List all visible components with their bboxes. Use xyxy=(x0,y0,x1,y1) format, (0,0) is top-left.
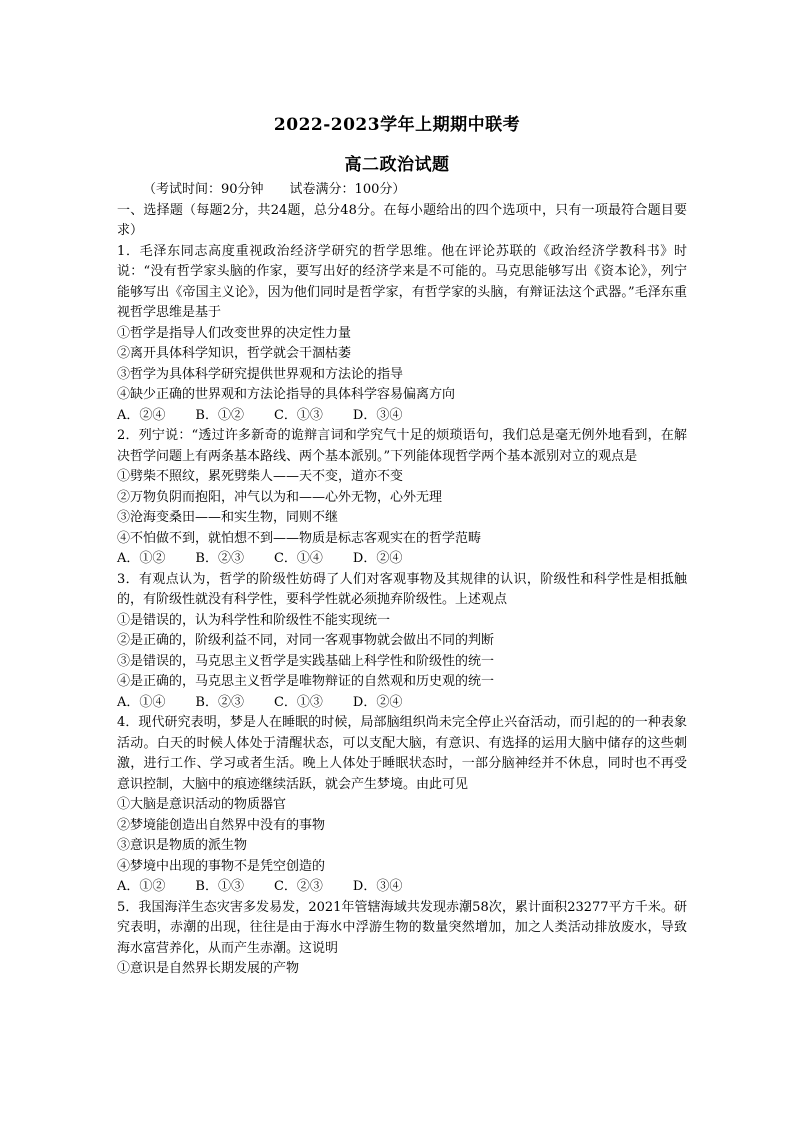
answer-options xyxy=(117,693,687,714)
question-stem: 2．列宁说：“透过许多新奇的诡辩言词和学究气十足的烦琐语句，我们总是毫无例外地看到，在解决哲学问题上有两条基本路线、两个基本派别。”下列能体现哲学两个基本派别对立的观点是 xyxy=(117,428,687,464)
exam-title: 2022-2023学年上期期中联考 xyxy=(273,115,521,135)
question-stem: 1．毛泽东同志高度重视政治经济学研究的哲学思维。他在评论苏联的《政治经济学教科书》时说：“没有哲学家头脑的作家，要写出好的经济学来是不可能的。马克思能够写出《资本论》，列宁能够写出《帝国主义论》，因为他们同时是哲学家，有哲学家的头脑，有辩证法这个武器。”毛泽东重视哲学思维是基于 xyxy=(117,243,687,320)
option-a: A．①② xyxy=(117,879,166,894)
choice-item: ②离开具体科学知识，哲学就会干涸枯萎 xyxy=(117,346,352,361)
option-d: D．③④ xyxy=(352,407,403,423)
option-d: D．③④ xyxy=(352,879,403,894)
option-b: B．②③ xyxy=(195,694,244,710)
answer-options xyxy=(117,877,687,898)
choice-item: ③哲学为具体科学研究提供世界观和方法论的指导 xyxy=(117,366,404,382)
answer-options xyxy=(117,549,687,570)
exam-content xyxy=(117,180,687,980)
option-c: C．②③ xyxy=(273,879,323,894)
exam-subtitle: 高二政治试题 xyxy=(344,155,450,175)
choice-item: ①大脑是意识活动的物质器官 xyxy=(117,797,287,812)
option-a: A．①② xyxy=(117,551,166,566)
option-d: D．②④ xyxy=(352,551,403,566)
option-a: A．②④ xyxy=(117,407,166,423)
choice-item: ②梦境能创造出自然界中没有的事物 xyxy=(117,817,326,833)
option-b: B．②③ xyxy=(195,551,244,566)
option-b: B．①③ xyxy=(195,879,244,894)
choice-item: ④是正确的，马克思主义哲学是唯物辩证的自然观和历史观的统一 xyxy=(117,674,495,689)
choice-item: ②万物负阴而抱阳，冲气以为和——心外无物，心外无理 xyxy=(117,489,443,505)
choice-item: ②是正确的，阶级利益不同，对同一客观事物就会做出不同的判断 xyxy=(117,633,495,648)
choice-item: ③意识是物质的派生物 xyxy=(117,838,248,853)
choice-item: ④梦境中出现的事物不是凭空创造的 xyxy=(117,858,326,874)
exam-info: （考试时间：90分钟 试卷满分：100分） xyxy=(143,182,406,197)
choice-item: ①意识是自然界长期发展的产物 xyxy=(117,961,300,976)
option-c: C．①④ xyxy=(273,551,323,566)
option-d: D．②④ xyxy=(352,694,403,710)
choice-item: ④不怕做不到，就怕想不到——物质是标志客观实在的哲学范畴 xyxy=(117,530,482,546)
choice-item: ③沧海变桑田——和实生物，同则不继 xyxy=(117,510,339,525)
choice-item: ①是错误的，认为科学性和阶级性不能实现统一 xyxy=(117,612,391,628)
section-heading: 一、选择题（每题2分，共24题，总分48分。在每小题给出的四个选项中，只有一项最符合题目要求） xyxy=(117,202,687,238)
choice-item: ④缺少正确的世界观和方法论指导的具体科学容易偏离方向 xyxy=(117,387,456,402)
option-b: B．①② xyxy=(195,407,244,423)
choice-item: ①哲学是指导人们改变世界的决定性力量 xyxy=(117,325,352,341)
answer-options xyxy=(117,406,687,427)
question-stem: 5．我国海洋生态灾害多发易发，2021年管辖海域共发现赤潮58次，累计面积23277平方千米。研究表明，赤潮的出现，往往是由于海水中浮游生物的数量突然增加，加之人类活动排放废水，导致海水富营养化，从而产生赤潮。这说明 xyxy=(117,899,687,956)
question-stem: 3．有观点认为，哲学的阶级性妨碍了人们对客观事物及其规律的认识，阶级性和科学性是相抵触的，有阶级性就没有科学性，要科学性就必须抛弃阶级性。上述观点 xyxy=(117,571,687,607)
option-c: C．①③ xyxy=(273,694,323,710)
choice-item: ③是错误的，马克思主义哲学是实践基础上科学性和阶级性的统一 xyxy=(117,653,495,669)
option-c: C．①③ xyxy=(273,407,323,423)
question-stem: 4．现代研究表明，梦是人在睡眠的时候，局部脑组织尚未完全停止兴奋活动，而引起的的一种表象活动。白天的时候人体处于清醒状态，可以支配大脑，有意识、有选择的运用大脑中储存的这些刺激，进行工作、学习或者生活。晚上人体处于睡眠状态时，一部分脑神经并不休息，同时也不再受意识控制，大脑中的痕迹继续活跃，就会产生梦境。由此可见 xyxy=(117,715,687,792)
choice-item: ①劈柴不照纹，累死劈柴人——天不变，道亦不变 xyxy=(117,469,404,484)
option-a: A．①④ xyxy=(117,694,166,710)
